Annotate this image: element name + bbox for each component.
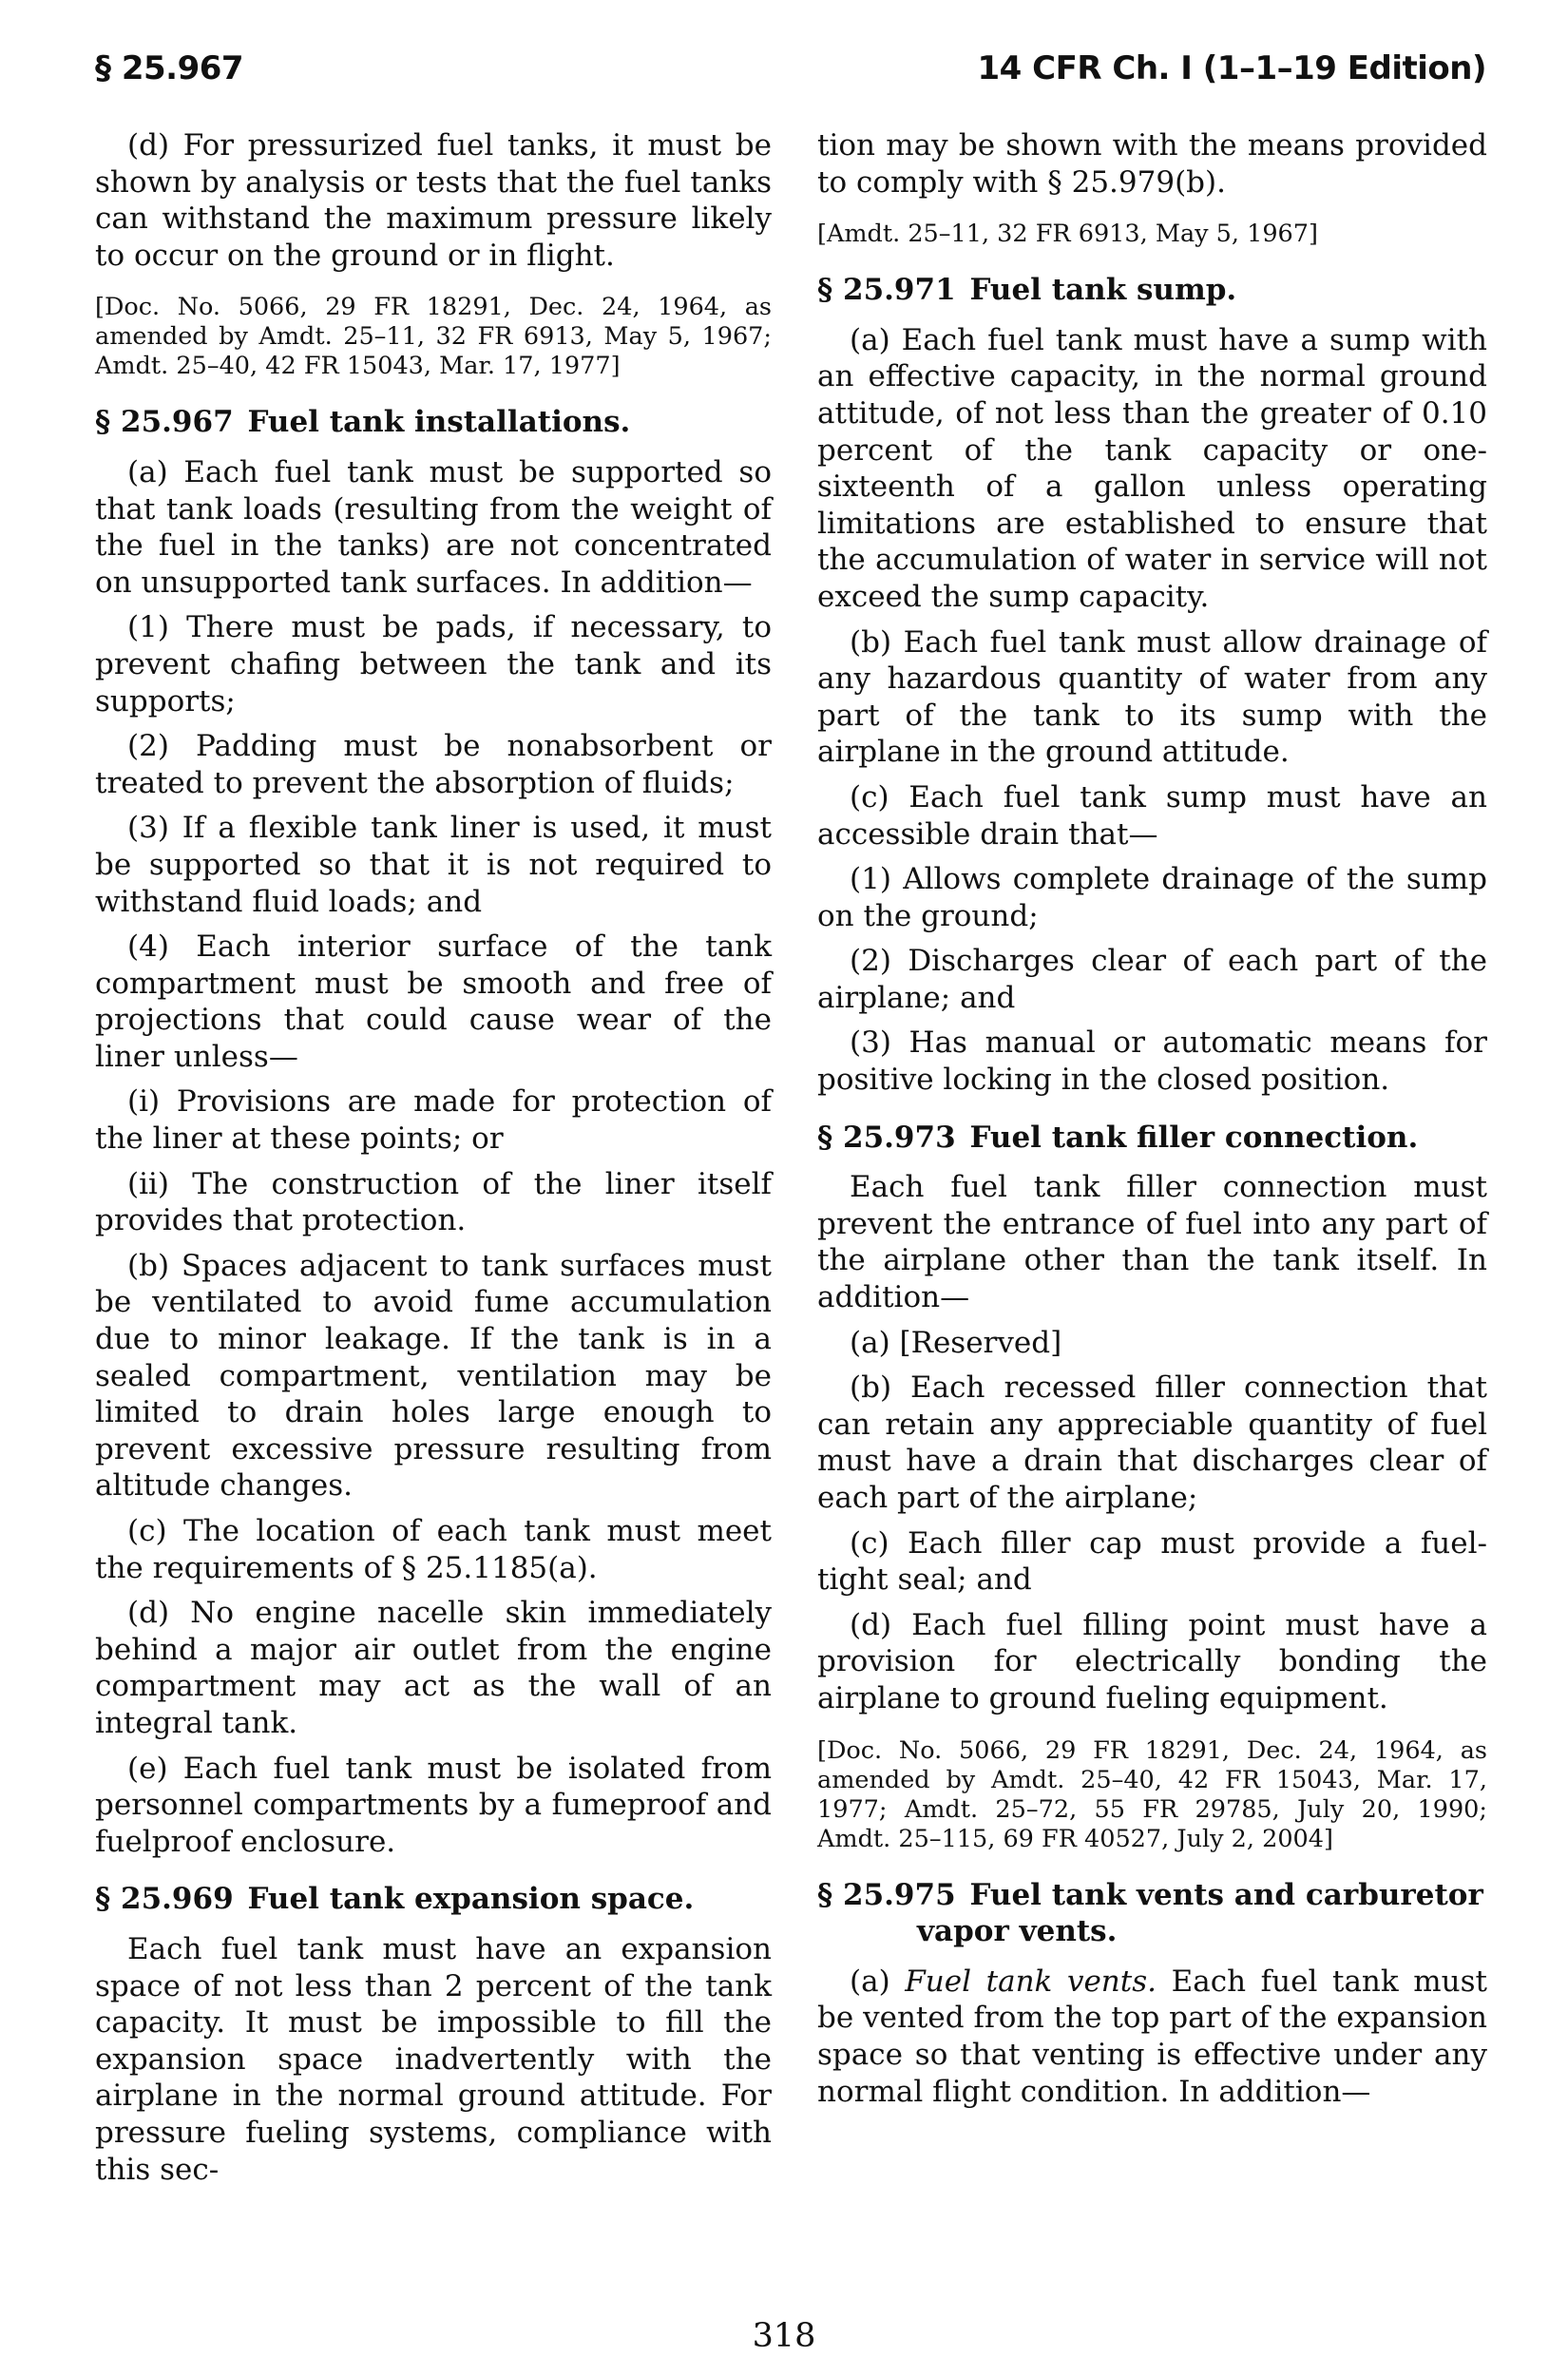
paragraph-969-part2: tion may be shown with the means provided to comply with § 25.979(b). <box>817 128 1487 200</box>
section-heading-969 <box>95 1881 772 1918</box>
paragraph-967-a1: (1) There must be pads, if necessary, to prevent chafing between the tank and its supports; <box>95 610 772 719</box>
paragraph-971-c3: (3) Has manual or automatic means for positive locking in the closed position. <box>817 1025 1487 1098</box>
page-number: 318 <box>752 2317 816 2355</box>
section-title-971: Fuel tank sump. <box>969 273 1237 308</box>
paragraph-971-c2: (2) Discharges clear of each part of the airplane; and <box>817 944 1487 1015</box>
section-symbol-967: § 25.967 <box>95 405 234 440</box>
paragraph-975-a-text: Each fuel tank must be vented from the top part of the expansion space so that venting is effective under any normal flight condition. In addition— <box>817 1964 1488 2109</box>
paragraph-967-a4: (4) Each interior surface of the tank compartment must be smooth and free of projections that could cause wear of the liner unless— <box>95 929 772 1074</box>
section-title-969: Fuel tank expansion space. <box>247 1882 695 1917</box>
paragraph-965-d: (d) For pressurized fuel tanks, it must be shown by analysis or tests that the fuel tanks can withstand the maximum pressure likely to occur on the ground or in flight. <box>95 128 772 273</box>
paragraph-973-intro: Each fuel tank filler connection must prevent the entrance of fuel into any part of the airplane other than the tank itself. In addition— <box>817 1170 1487 1315</box>
paragraph-967-b: (b) Spaces adjacent to tank surfaces must be ventilated to avoid fume accumulation due to minor leakage. If the tank is in a sealed compartment, ventilation may be limited to drain holes large enough to prevent excessive pressure resulting from altitude changes. <box>95 1248 772 1504</box>
header-section-number: § 25.967 <box>95 49 244 87</box>
paragraph-967-a2: (2) Padding must be nonabsorbent or treated to prevent the absorption of fluids; <box>95 729 772 800</box>
paragraph-971-c: (c) Each fuel tank sump must have an accessible drain that— <box>817 779 1487 852</box>
section-heading-967 <box>95 404 772 441</box>
paragraph-973-a: (a) [Reserved] <box>850 1325 1062 1360</box>
paragraph-967-a3: (3) If a flexible tank liner is used, it must be supported so that it is not required to withstand fluid loads; and <box>95 811 772 919</box>
section-title-967: Fuel tank installations. <box>247 405 631 440</box>
right-column <box>817 127 1487 2118</box>
paragraph-971-b: (b) Each fuel tank must allow drainage of any hazardous quantity of water from any part of the tank to its sump with the airplane in the ground attitude. <box>817 624 1487 770</box>
section-heading-975 <box>817 1877 1487 1950</box>
paragraph-969-part1: Each fuel tank must have an expansion space of not less than 2 percent of the tank capacity. It must be impossible to fill the expansion space inadvertently with the airplane in the normal ground attitude. For pressure fueling systems, compliance with this sec- <box>95 1931 772 2187</box>
paragraph-967-a4i: (i) Provisions are made for protection of the liner at these points; or <box>95 1084 772 1157</box>
paragraph-973-b: (b) Each recessed filler connection that can retain any appreciable quantity of fuel must have a drain that discharges clear of each part of the airplane; <box>817 1370 1487 1515</box>
section-title-975: Fuel tank vents and carburetor vapor vents. <box>917 1877 1483 1949</box>
paragraph-975-a-label: (a) <box>850 1964 890 1999</box>
section-title-973: Fuel tank filler connection. <box>969 1120 1419 1155</box>
paragraph-973-d: (d) Each fuel filling point must have a provision for electrically bonding the airplane to ground fueling equipment. <box>817 1607 1487 1715</box>
section-symbol-971: § 25.971 <box>817 273 956 308</box>
paragraph-967-a4ii: (ii) The construction of the liner itself provides that protection. <box>95 1166 772 1238</box>
section-heading-973 <box>817 1120 1487 1157</box>
running-header <box>95 49 1486 93</box>
paragraph-975-a-heading: Fuel tank vents. <box>905 1964 1157 1999</box>
paragraph-971-a: (a) Each fuel tank must have a sump with an effective capacity, in the normal ground attitude, of not less than the greater of 0.10 percent of the tank capacity or one-sixteenth of a gallon unless operating limitations are established to ensure that the accumulation of water in service will not exceed the sump capacity. <box>817 322 1487 614</box>
paragraph-967-e: (e) Each fuel tank must be isolated from personnel compartments by a fumeproof and fuelproof enclosure. <box>95 1751 772 1859</box>
section-symbol-969: § 25.969 <box>95 1882 234 1917</box>
paragraph-967-a: (a) Each fuel tank must be supported so that tank loads (resulting from the weight of the fuel in the tanks) are not concentrated on unsupported tank surfaces. In addition— <box>95 454 772 600</box>
source-note-973: [Doc. No. 5066, 29 FR 18291, Dec. 24, 1964, as amended by Amdt. 25–40, 42 FR 15043, Mar. 17, 1977; Amdt. 25–72, 55 FR 29785, July 20, 1990; Amdt. 25–115, 69 FR 40527, July 2, 2004] <box>817 1735 1487 1853</box>
source-note-969: [Amdt. 25–11, 32 FR 6913, May 5, 1967] <box>817 220 1318 249</box>
paragraph-975-a <box>817 1964 1487 2110</box>
paragraph-967-d: (d) No engine nacelle skin immediately behind a major air outlet from the engine compartment may act as the wall of an integral tank. <box>95 1596 772 1740</box>
section-heading-971 <box>817 272 1487 309</box>
source-note-965: [Doc. No. 5066, 29 FR 18291, Dec. 24, 1964, as amended by Amdt. 25–11, 32 FR 6913, May 5, 1967; Amdt. 25–40, 42 FR 15043, Mar. 17, 1977] <box>95 293 772 381</box>
section-symbol-973: § 25.973 <box>817 1120 956 1155</box>
paragraph-973-c: (c) Each filler cap must provide a fuel-tight seal; and <box>817 1525 1487 1598</box>
header-edition: 14 CFR Ch. I (1–1–19 Edition) <box>977 49 1486 87</box>
section-symbol-975: § 25.975 <box>817 1877 956 1912</box>
paragraph-967-c: (c) The location of each tank must meet the requirements of § 25.1185(a). <box>95 1514 772 1585</box>
paragraph-971-c1: (1) Allows complete drainage of the sump on the ground; <box>817 862 1487 933</box>
left-column <box>95 127 772 2196</box>
